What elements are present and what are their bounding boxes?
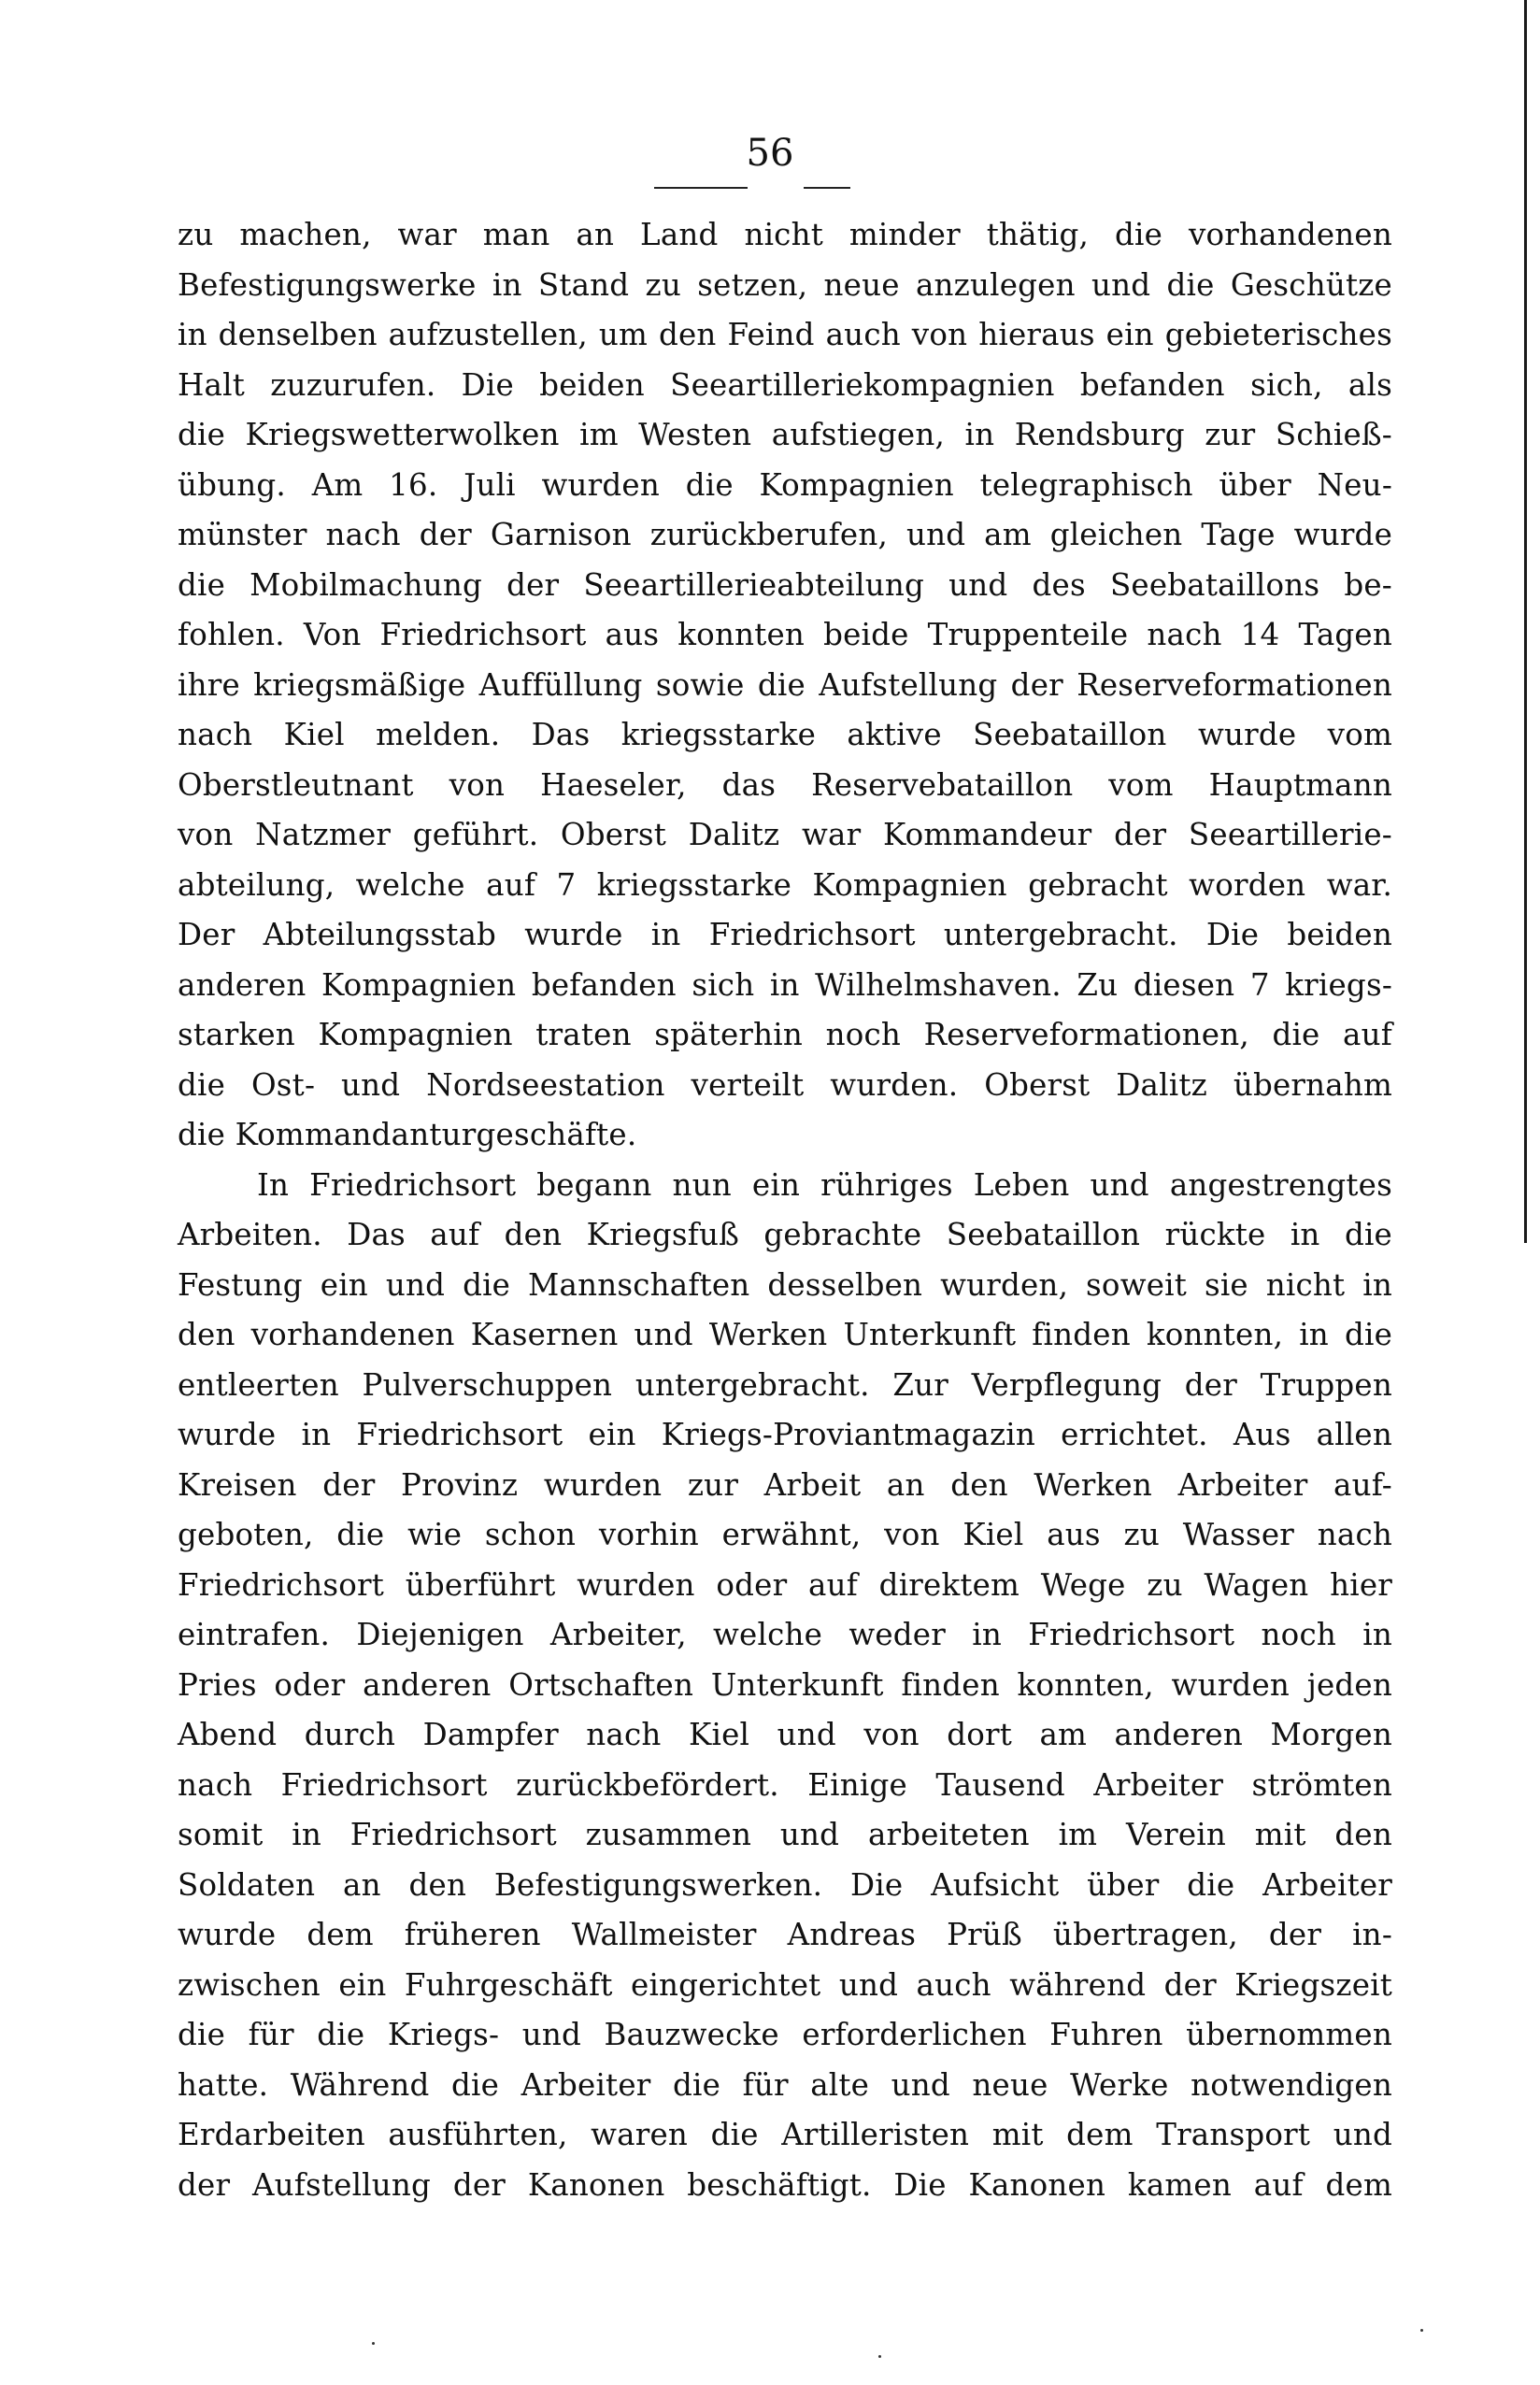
text-line: Abend durch Dampfer nach Kiel und von dort am anderen Morgen (178, 1717, 1392, 1752)
text-line: Befestigungswerke in Stand zu setzen, neue anzulegen und die Geschütze (178, 266, 1392, 303)
text-line: münster nach der Garnison zurückberufen, und am gleichen Tage wurde (178, 517, 1392, 552)
text-line: anderen Kompagnien befanden sich in Wilhelmshaven. Zu diesen 7 kriegs- (178, 966, 1392, 1003)
page-number-rule-left (654, 187, 748, 189)
page-edge-rule (1524, 0, 1527, 1243)
paragraph (178, 210, 1392, 1161)
text-line: Pries oder anderen Ortschaften Unterkunft finden konnten, wurden jeden (178, 1666, 1392, 1703)
text-line: Friedrichsort überführt wurden oder auf direktem Wege zu Wagen hier (178, 1566, 1392, 1603)
page-number-rule-right (804, 187, 850, 189)
text-line: die Ost- und Nordseestation verteilt wurden. Oberst Dalitz übernahm (178, 1066, 1392, 1103)
text-line: zwischen ein Fuhrgeschäft eingerichtet und auch während der Kriegszeit (178, 1966, 1392, 2003)
text-line: von Natzmer geführt. Oberst Dalitz war Kommandeur der Seeartillerie- (178, 817, 1392, 852)
text-line: Arbeiten. Das auf den Kriegsfuß gebrachte Seebataillon rückte in die (178, 1217, 1392, 1252)
text-line: die für die Kriegs- und Bauzwecke erforderlichen Fuhren übernommen (178, 2017, 1392, 2052)
text-line: zu machen, war man an Land nicht minder thätig, die vorhandenen (178, 217, 1392, 252)
scan-speck (878, 2355, 881, 2358)
text-line: abteilung, welche auf 7 kriegsstarke Kompagnien gebracht worden war. (178, 866, 1392, 903)
text-line: Erdarbeiten ausführten, waren die Artilleristen mit dem Transport und (178, 2117, 1392, 2152)
text-line: hatte. Während die Arbeiter die für alte und neue Werke notwendigen (178, 2066, 1392, 2103)
text-line: Der Abteilungsstab wurde in Friedrichsort untergebracht. Die beiden (178, 917, 1392, 952)
text-line: wurde in Friedrichsort ein Kriegs-Proviantmagazin errichtet. Aus allen (178, 1417, 1392, 1452)
text-line: Kreisen der Provinz wurden zur Arbeit an den Werken Arbeiter auf- (178, 1466, 1392, 1503)
text-line: Halt zuzurufen. Die beiden Seeartilleriekompagnien befanden sich, als (178, 366, 1392, 403)
text-line: nach Kiel melden. Das kriegsstarke aktive Seebataillon wurde vom (178, 717, 1392, 752)
text-line: Soldaten an den Befestigungswerken. Die Aufsicht über die Arbeiter (178, 1866, 1392, 1903)
text-line: die Mobilmachung der Seeartillerieabteilung und des Seebataillons be- (178, 566, 1392, 603)
text-line: der Aufstellung der Kanonen beschäftigt. Die Kanonen kamen auf dem (178, 2166, 1392, 2203)
scan-speck (1420, 2329, 1423, 2332)
text-line: den vorhandenen Kasernen und Werken Unterkunft finden konnten, in die (178, 1317, 1392, 1352)
page-number: 56 (746, 132, 794, 175)
text-line: eintrafen. Diejenigen Arbeiter, welche weder in Friedrichsort noch in (178, 1617, 1392, 1652)
text-line: Oberstleutnant von Haeseler, das Reservebataillon vom Hauptmann (178, 766, 1392, 803)
body-text (178, 210, 1392, 2210)
text-line: in denselben aufzustellen, um den Feind auch von hieraus ein gebieterisches (178, 317, 1392, 352)
text-line: wurde dem früheren Wallmeister Andreas Prüß übertragen, der in- (178, 1917, 1392, 1952)
text-line: starken Kompagnien traten späterhin noch Reserveformationen, die auf (178, 1017, 1392, 1052)
text-line: entleerten Pulverschuppen untergebracht. Zur Verpflegung der Truppen (178, 1366, 1392, 1403)
text-line: ihre kriegsmäßige Auffüllung sowie die Aufstellung der Reserveformationen (178, 666, 1392, 703)
text-line: die Kommandanturgeschäfte. (178, 1117, 637, 1152)
text-line: fohlen. Von Friedrichsort aus konnten beide Truppenteile nach 14 Tagen (178, 617, 1392, 652)
scan-speck (372, 2342, 375, 2345)
text-line: somit in Friedrichsort zusammen und arbeiteten im Verein mit den (178, 1817, 1392, 1852)
text-line: nach Friedrichsort zurückbefördert. Einige Tausend Arbeiter strömten (178, 1766, 1392, 1803)
text-line: die Kriegswetterwolken im Westen aufstiegen, in Rendsburg zur Schieß- (178, 417, 1392, 452)
paragraph (178, 1161, 1392, 2211)
text-line: Festung ein und die Mannschaften desselben wurden, soweit sie nicht in (178, 1266, 1392, 1303)
text-line: In Friedrichsort begann nun ein rühriges Leben und angestrengtes (257, 1166, 1392, 1203)
text-line: geboten, die wie schon vorhin erwähnt, von Kiel aus zu Wasser nach (178, 1517, 1392, 1552)
text-line: übung. Am 16. Juli wurden die Kompagnien telegraphisch über Neu- (178, 466, 1392, 503)
